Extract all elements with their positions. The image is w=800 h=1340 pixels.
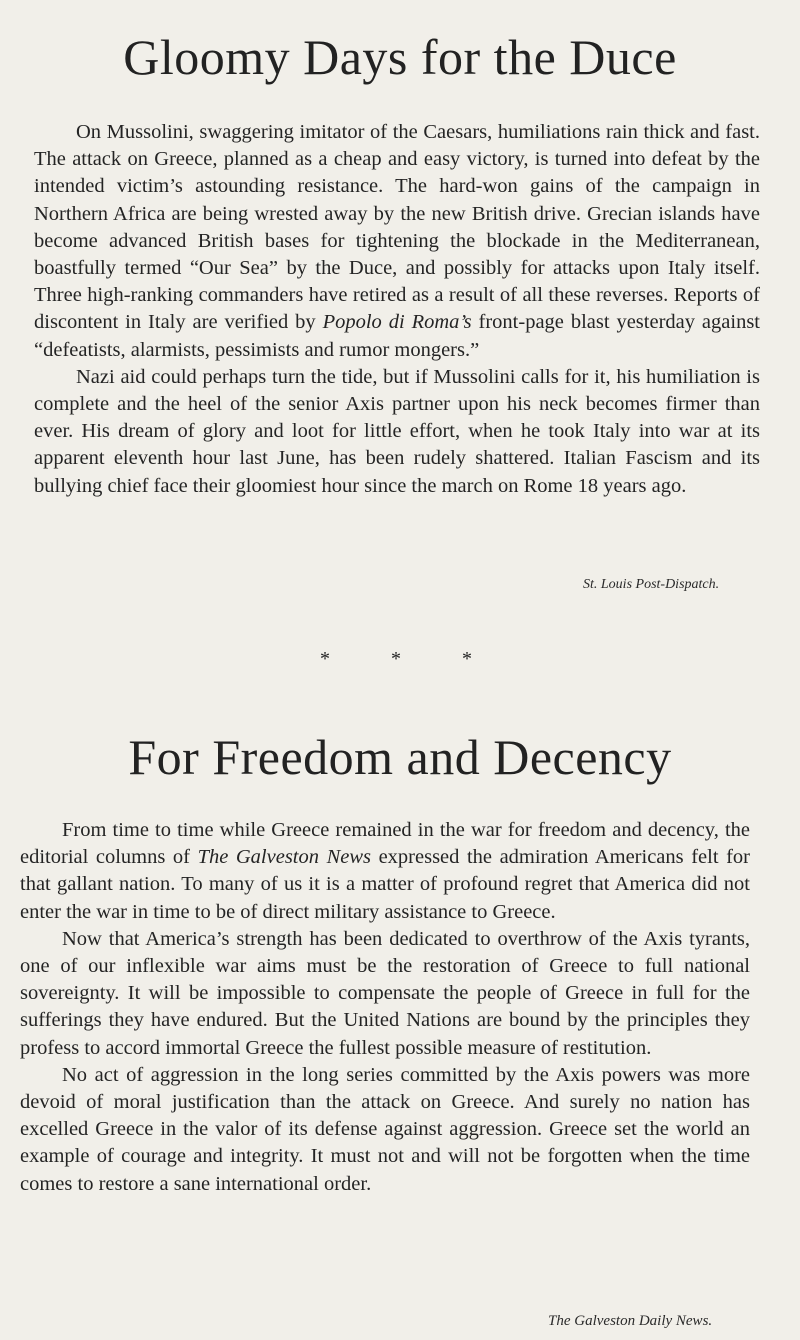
article2-p1-text-b: expressed the admiration Americans felt for that gallant nation. To many of us it is a matter of profound regret that America did not enter the war in time to be of direct military assistance to Greece. <box>20 846 750 923</box>
article-title-1: Gloomy Days for the Duce <box>123 29 677 85</box>
article1-p1-text-a: On Mussolini, swaggering imitator of the Caesars, humiliations rain thick and fast. The attack on Greece, planned as a cheap and easy victory, is turned into defeat by the intended victim’s astounding resistance. The hard-won gains of the campaign in Northern Africa are being wrested away by the new British drive. Grecian islands have become advanced British bases for tightening the blockade in the Mediterranean, boastfully termed “Our Sea” by the Duce, and possibly for attacks upon Italy itself. Three high-ranking commanders have retired as a result of all these reverses. Reports of discontent in Italy are verified by <box>34 121 760 334</box>
article2-paragraph-3: No act of aggression in the long series committed by the Axis powers was more devoid of moral justification than the attack on Greece. And surely no nation has excelled Greece in the valor of its defense against aggression. Greece set the world an example of courage and integrity. It must not and will not be forgotten when the time comes to restore a sane international order. <box>20 1063 750 1195</box>
article1-p1-italic: Popolo di Roma’s <box>322 311 472 334</box>
article-body-2 <box>20 817 750 1198</box>
section-separator: * * * <box>320 648 500 670</box>
article1-paragraph-2: Nazi aid could perhaps turn the tide, but if Mussolini calls for it, his humiliation is complete and the heel of the senior Axis partner upon his neck becomes firmer than ever. His dream of glory and loot for little effort, when he took Italy into war at its apparent eleventh hour last June, has been rudely shattered. Italian Fascism and its bullying chief face their gloomiest hour since the march on Rome 18 years ago. <box>34 365 760 497</box>
article1-p1-text-b: front-page blast yesterday against “defeatists, alarmists, pessimists and rumor mongers.” <box>34 311 760 361</box>
article1-source: St. Louis Post-Dispatch. <box>583 577 720 592</box>
article2-p1-text-a: From time to time while Greece remained in the war for freedom and decency, the editorial columns of <box>20 819 750 869</box>
article-body-1 <box>34 119 760 500</box>
article-title-2: For Freedom and Decency <box>128 729 672 785</box>
article2-source: The Galveston Daily News. <box>548 1313 713 1329</box>
article2-paragraph-2: Now that America’s strength has been dedicated to overthrow of the Axis tyrants, one of our inflexible war aims must be the restoration of Greece to full national sovereignty. It will be impossible to compensate the people of Greece in full for the sufferings they have endured. But the United Nations are bound by the principles they profess to accord immortal Greece the fullest possible measure of restitution. <box>20 927 750 1059</box>
article2-p1-italic: The Galveston News <box>197 846 371 869</box>
article2-paragraph-1 <box>20 817 750 926</box>
article1-paragraph-1 <box>34 119 760 364</box>
